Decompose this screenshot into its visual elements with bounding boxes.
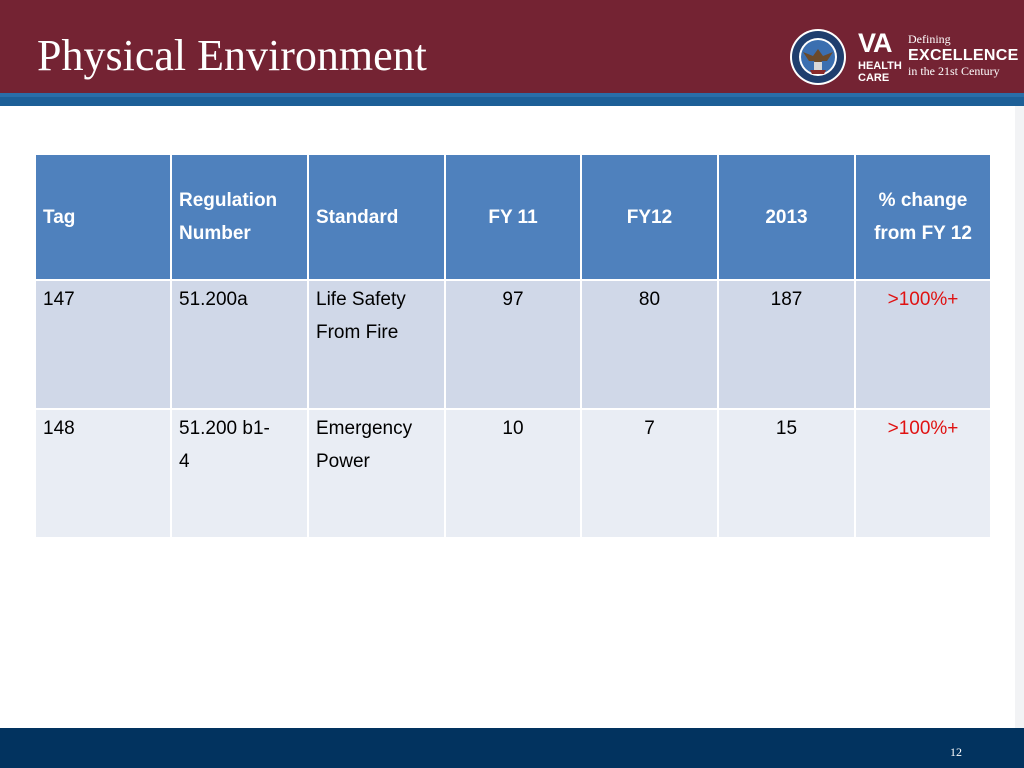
table-header-row <box>35 154 991 280</box>
cell-fy11: 10 <box>445 409 581 538</box>
cell-percent-change: >100%+ <box>855 409 991 538</box>
cell-regulation: 51.200 b1- 4 <box>171 409 308 538</box>
right-edge-bar <box>1015 106 1024 728</box>
tagline-century: in the 21st Century <box>908 64 1000 78</box>
va-seal-icon <box>789 28 847 86</box>
tagline-excellence: EXCELLENCE <box>908 47 1019 64</box>
cell-tag: 148 <box>35 409 171 538</box>
page-number: 12 <box>950 745 962 759</box>
header-standard: Standard <box>308 154 445 280</box>
cell-2013: 15 <box>718 409 855 538</box>
cell-standard: Life Safety From Fire <box>308 280 445 409</box>
cell-percent-change: >100%+ <box>855 280 991 409</box>
cell-fy11: 97 <box>445 280 581 409</box>
header-blue-strip <box>0 93 1024 106</box>
slide-footer <box>0 728 1024 768</box>
cell-standard: Emergency Power <box>308 409 445 538</box>
physical-environment-table <box>34 153 992 539</box>
cell-fy12: 80 <box>581 280 718 409</box>
cell-tag: 147 <box>35 280 171 409</box>
cell-regulation: 51.200a <box>171 280 308 409</box>
logo-va-text: VA <box>858 28 892 58</box>
header-tag: Tag <box>35 154 171 280</box>
slide-header <box>0 0 1024 93</box>
va-health-care-logo <box>858 30 904 86</box>
logo-tagline <box>908 33 1019 78</box>
slide-title: Physical Environment <box>37 31 427 80</box>
table-row <box>35 280 991 409</box>
header-2013: 2013 <box>718 154 855 280</box>
header-fy12: FY12 <box>581 154 718 280</box>
logo-health-text: HEALTH <box>858 60 902 72</box>
tagline-defining: Defining <box>908 32 951 46</box>
table-row <box>35 409 991 538</box>
logo-care-text: CARE <box>858 72 890 84</box>
cell-fy12: 7 <box>581 409 718 538</box>
header-regulation-number: Regulation Number <box>171 154 308 280</box>
header-percent-change: % change from FY 12 <box>855 154 991 280</box>
cell-2013: 187 <box>718 280 855 409</box>
header-fy11: FY 11 <box>445 154 581 280</box>
